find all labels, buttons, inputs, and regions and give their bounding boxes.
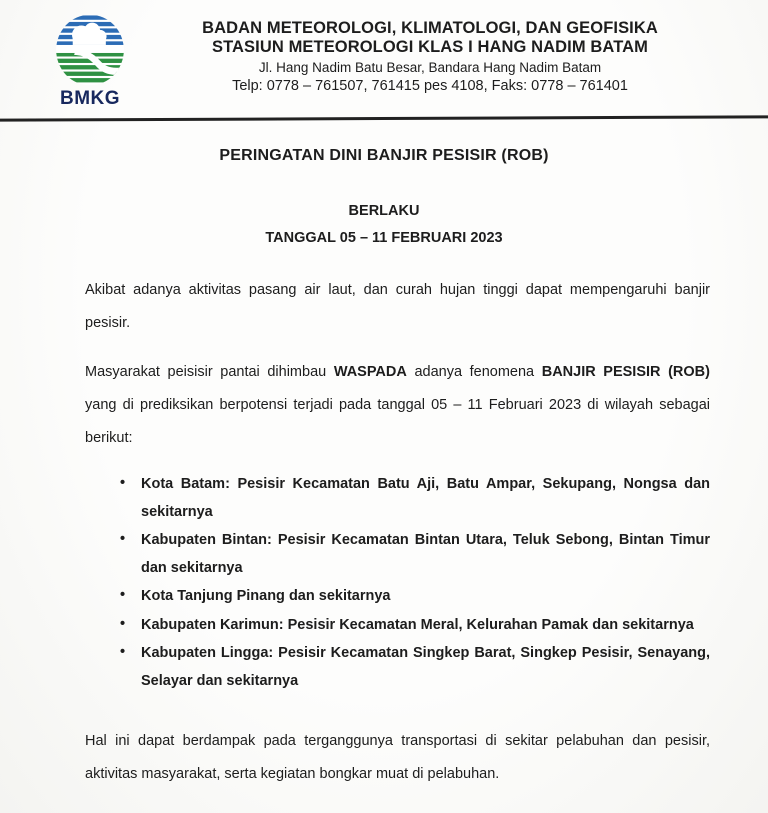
affected-area-item xyxy=(118,612,710,640)
affected-area-item xyxy=(118,640,710,695)
advisory-text-mid: adanya fenomena xyxy=(406,364,542,380)
validity-date-range: TANGGAL 05 – 11 FEBRUARI 2023 xyxy=(265,230,503,246)
letterhead-text xyxy=(136,13,738,95)
document-title: PERINGATAN DINI BANJIR PESISIR (ROB) xyxy=(219,147,549,164)
bmkg-logo-icon xyxy=(54,13,126,87)
bullet-icon: • xyxy=(120,531,126,547)
station-contact: Telp: 0778 – 761507, 761415 pes 4108, Faks: 0778 – 761401 xyxy=(232,77,628,94)
bmkg-logo-block xyxy=(44,13,136,110)
advisory-emphasis-banjir: BANJIR PESISIR (ROB) xyxy=(541,364,710,380)
advisory-text-post: yang di prediksikan berpotensi terjadi pada tanggal 05 – 11 Februari 2023 di wilayah sebagai berikut: xyxy=(85,397,710,446)
advisory-text-pre: Masyarakat peisisir pantai dihimbau xyxy=(85,364,334,380)
station-name: STASIUN METEOROLOGI KLAS I HANG NADIM BATAM xyxy=(211,38,649,57)
advisory-paragraph xyxy=(85,356,710,455)
affected-area-text: Kota Tanjung Pinang dan sekitarnya xyxy=(141,588,391,604)
affected-area-text: Kota Batam: Pesisir Kecamatan Batu Aji, Batu Ampar, Sekupang, Nongsa dan sekitarnya xyxy=(141,476,710,520)
bullet-icon: • xyxy=(120,615,126,632)
station-address: Jl. Hang Nadim Batu Besar, Bandara Hang Nadim Batam xyxy=(258,59,602,75)
affected-area-item xyxy=(118,583,710,611)
letterhead-divider xyxy=(0,115,768,121)
affected-area-text: Kabupaten Lingga: Pesisir Kecamatan Singkep Barat, Singkep Pesisir, Senayang, Selayar dan sekitarnya xyxy=(141,645,710,689)
letterhead xyxy=(0,0,768,110)
letter-body xyxy=(85,274,710,791)
bullet-icon: • xyxy=(120,587,126,603)
affected-area-text: Kabupaten Karimun: Pesisir Kecamatan Meral, Kelurahan Pamak dan sekitarnya xyxy=(141,616,694,633)
affected-area-item xyxy=(118,527,710,582)
bmkg-logo-label: BMKG xyxy=(59,88,121,109)
agency-name: BADAN METEOROLOGI, KLIMATOLOGI, DAN GEOFISIKA xyxy=(202,19,658,37)
validity-label: BERLAKU xyxy=(348,203,420,219)
intro-paragraph: Akibat adanya aktivitas pasang air laut, dan curah hujan tinggi dapat mempengaruhi banjir pesisir. xyxy=(85,282,710,331)
affected-area-text: Kabupaten Bintan: Pesisir Kecamatan Bintan Utara, Teluk Sebong, Bintan Timur dan sekitarnya xyxy=(141,532,710,576)
bullet-icon: • xyxy=(120,644,126,660)
bullet-icon: • xyxy=(120,475,126,491)
affected-area-item xyxy=(118,471,710,526)
affected-area-list xyxy=(118,471,710,695)
impact-paragraph: Hal ini dapat berdampak pada terganggunya transportasi di sekitar pelabuhan dan pesisir, aktivitas masyarakat, serta kegiatan bongkar muat di pelabuhan. xyxy=(85,733,710,782)
advisory-emphasis-waspada: WASPADA xyxy=(333,364,407,380)
